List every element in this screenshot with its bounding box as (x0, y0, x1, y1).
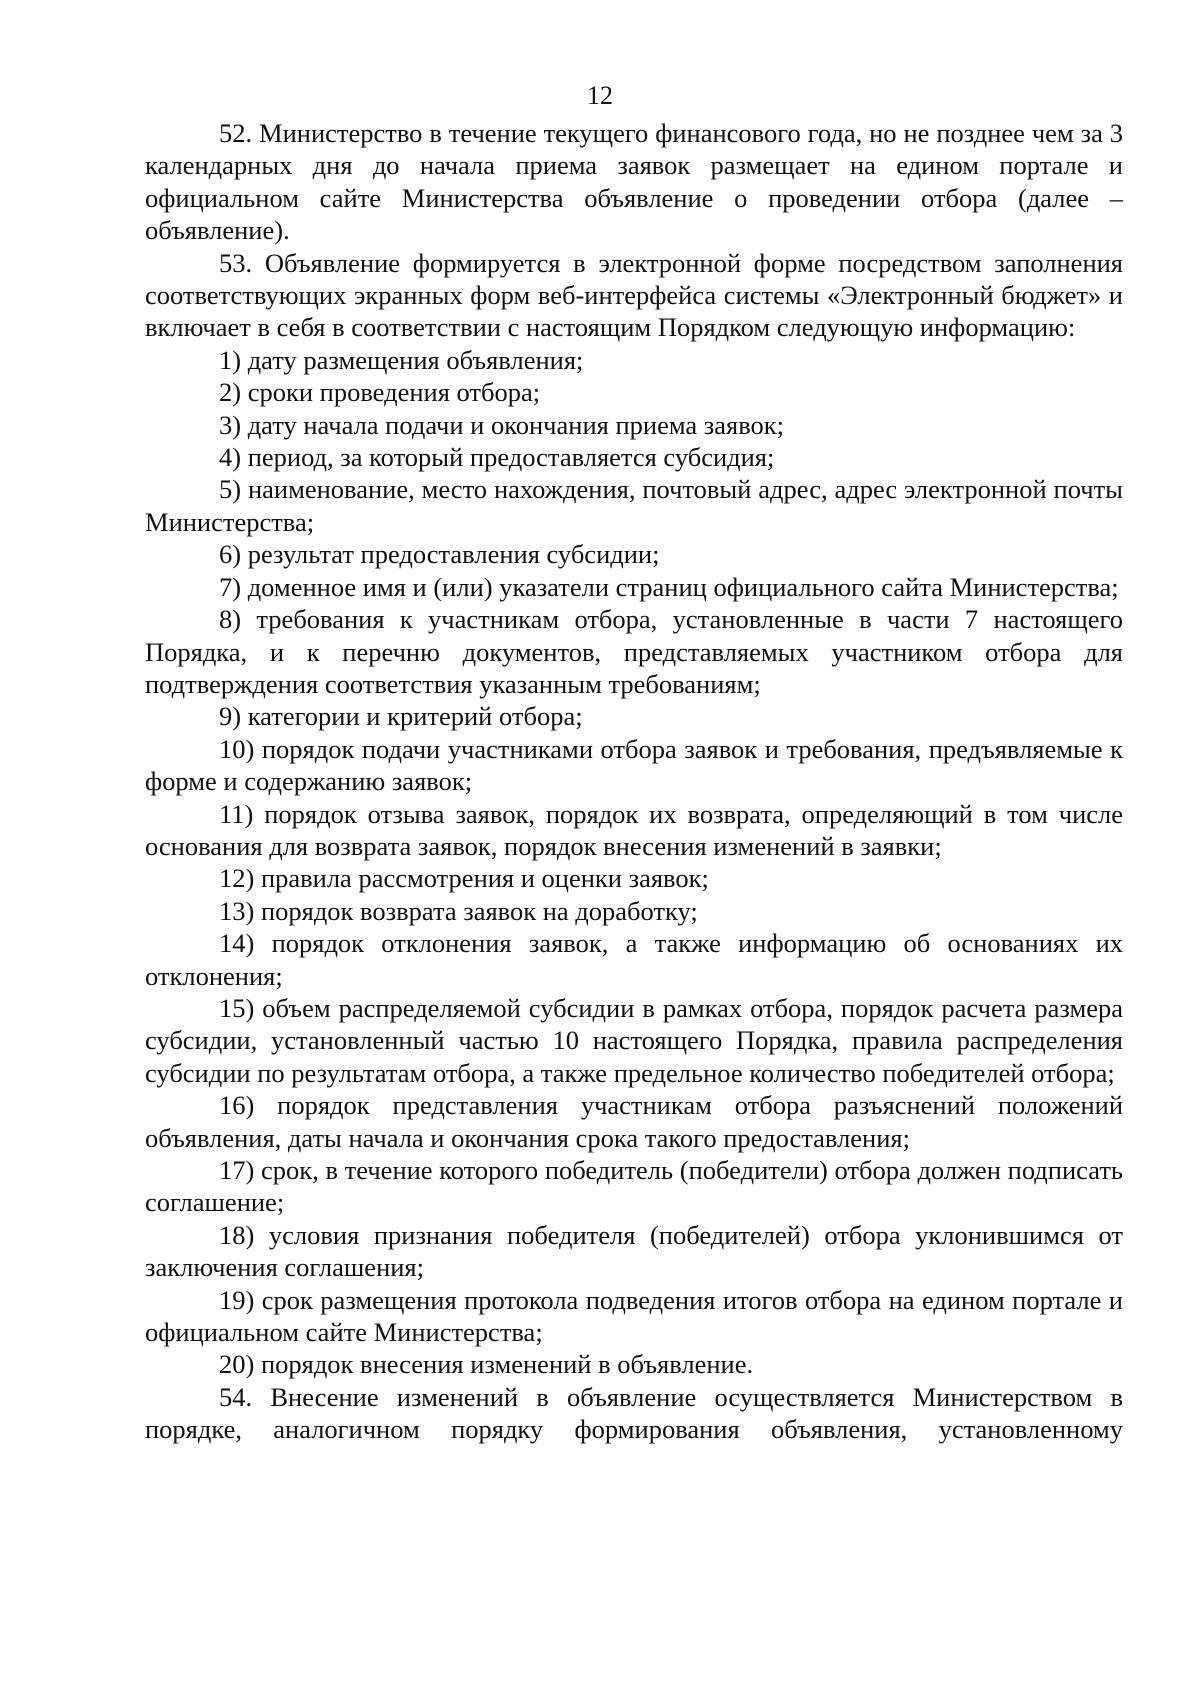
list-item-6: 6) результат предоставления субсидии; (219, 539, 660, 570)
list-item-11: 11) порядок отзыва заявок, порядок их возврата, определяющий в том числе основания для возврата заявок, порядок внесения изменений в заявки; (145, 798, 1123, 861)
paragraph-54: 54. Внесение изменений в объявление осуществляется Министерством в порядке, аналогичном порядку формирования объявления, установленному (145, 1381, 1123, 1445)
list-item-5: 5) наименование, место нахождения, почтовый адрес, адрес электронной почты Министерства; (145, 474, 1123, 537)
list-item-13: 13) порядок возврата заявок на доработку; (219, 895, 698, 926)
paragraph-52: 52. Министерство в течение текущего финансового года, но не позднее чем за 3 календарных дня до начала приема заявок размещает на едином портале и официальном сайте Министерства объявление о проведении отбора (далее – объявление). (145, 118, 1123, 246)
list-item-12: 12) правила рассмотрения и оценки заявок; (219, 863, 709, 894)
list-item-15: 15) объем распределяемой субсидии в рамках отбора, порядок расчета размера субсидии, установленный частью 10 настоящего Порядка, правила распределения субсидии по результатам отбора, а также предельное количество победителей отбора; (145, 992, 1123, 1088)
list-item-2: 2) сроки проведения отбора; (219, 377, 541, 408)
page-number: 12 (587, 81, 613, 110)
list-item-19: 19) срок размещения протокола подведения итогов отбора на едином портале и официальном сайте Министерства; (145, 1284, 1123, 1348)
list-item-7: 7) доменное имя и (или) указатели страниц официального сайта Министерства; (219, 571, 1119, 602)
list-item-4: 4) период, за который предоставляется субсидия; (219, 442, 775, 473)
list-item-17: 17) срок, в течение которого победитель (победители) отбора должен подписать соглашение; (145, 1155, 1123, 1218)
document-body (145, 117, 1123, 1446)
list-item-16: 16) порядок представления участникам отбора разъяснений положений объявления, даты начала и окончания срока такого предоставления; (145, 1090, 1123, 1153)
list-item-9: 9) категории и критерий отбора; (219, 701, 583, 732)
list-item-8: 8) требования к участникам отбора, установленные в части 7 настоящего Порядка, и к перечню документов, представляемых участником отбора для подтверждения соответствия указанным требованиям; (145, 604, 1123, 699)
list-item-14: 14) порядок отклонения заявок, а также информацию об основаниях их отклонения; (145, 928, 1123, 991)
list-item-3: 3) дату начала подачи и окончания приема заявок; (219, 409, 785, 440)
list-item-18: 18) условия признания победителя (победителей) отбора уклонившимся от заключения соглашения; (145, 1219, 1123, 1283)
list-item-1: 1) дату размещения объявления; (219, 344, 584, 375)
list-item-10: 10) порядок подачи участниками отбора заявок и требования, предъявляемые к форме и содержанию заявок; (145, 733, 1123, 797)
paragraph-53: 53. Объявление формируется в электронной форме посредством заполнения соответствующих экранных форм веб-интерфейса системы «Электронный бюджет» и включает в себя в соответствии с настоящим Порядком следующую информацию: (145, 247, 1123, 343)
list-item-20: 20) порядок внесения изменений в объявление. (219, 1349, 754, 1380)
